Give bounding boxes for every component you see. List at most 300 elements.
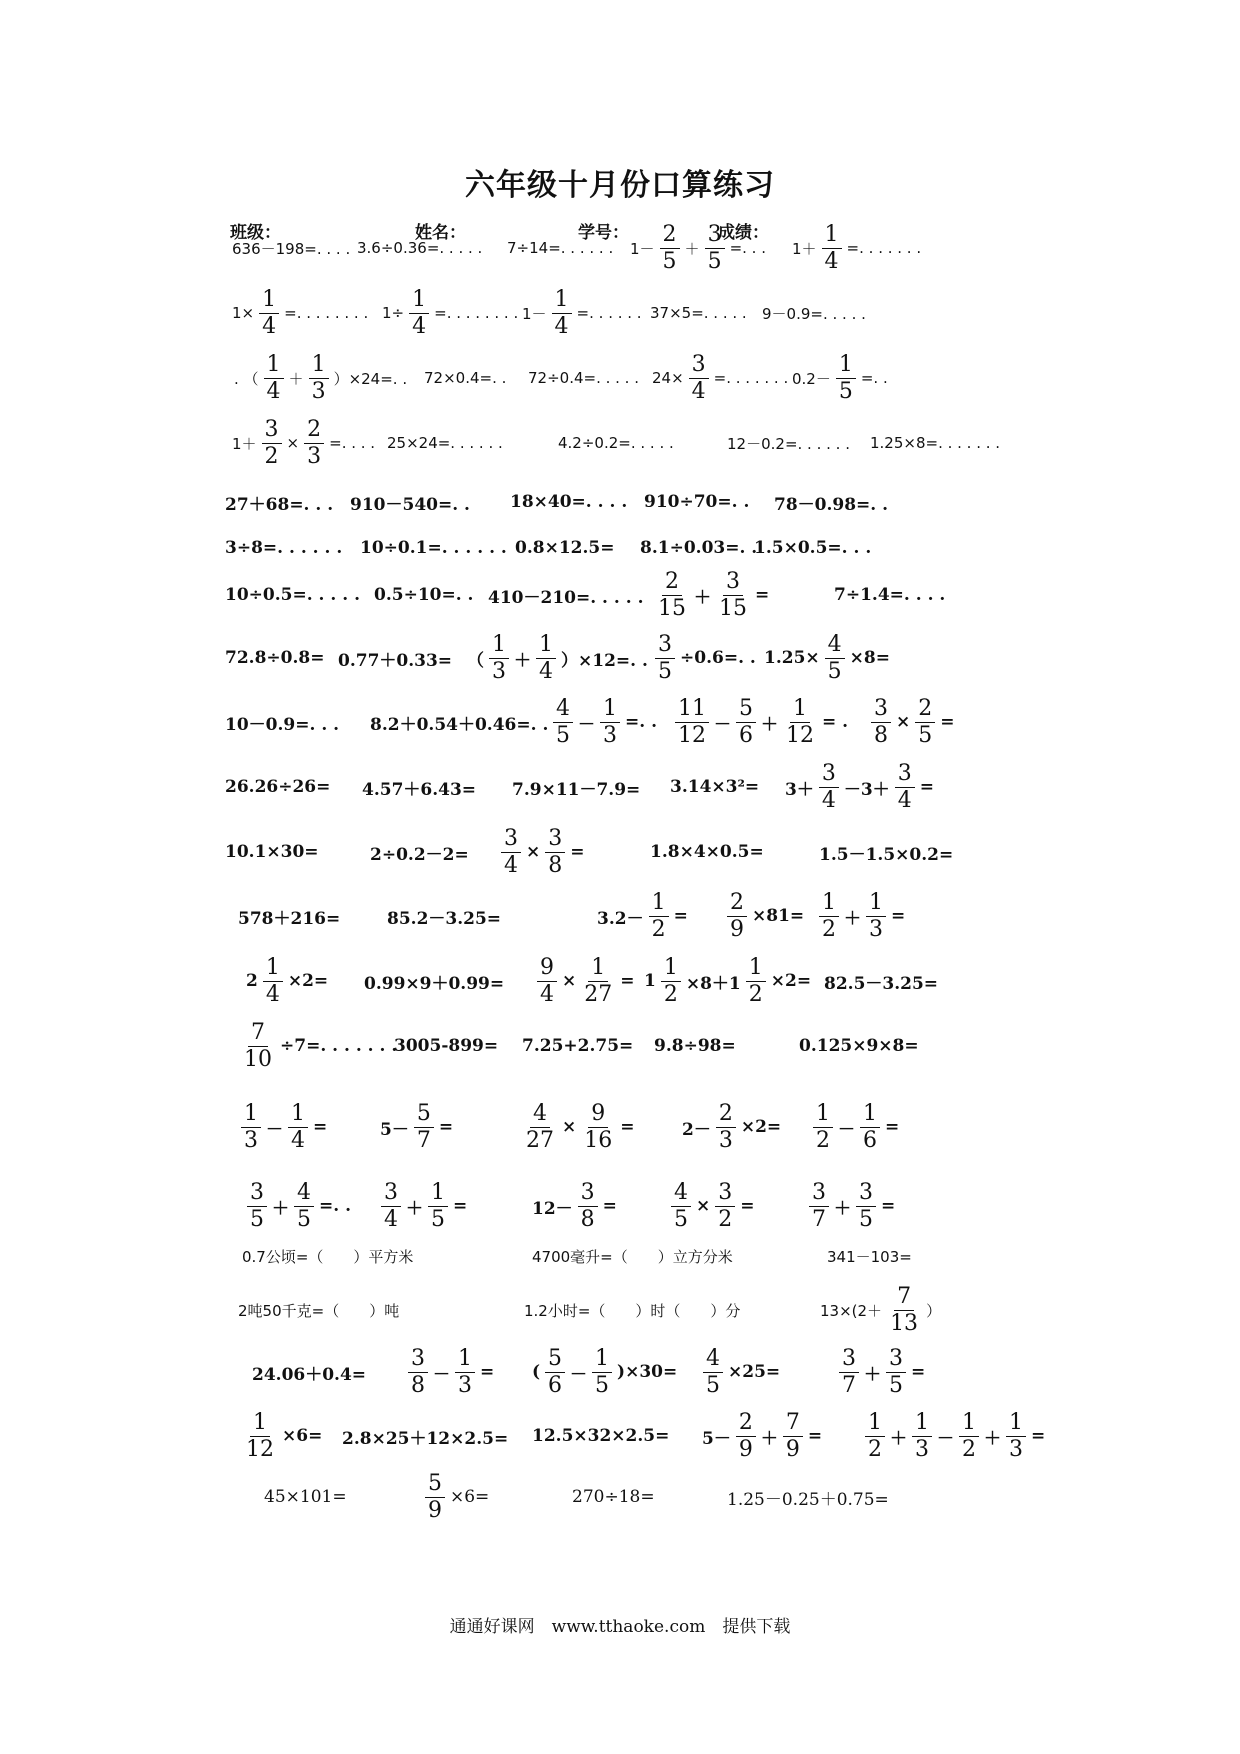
numerator: 3 [871,697,891,722]
problem-text: 13×(2＋ [820,1301,883,1320]
problem [510,752,642,822]
numerator: 1 [661,956,681,981]
fraction [959,1411,979,1460]
problem-text: =. . [319,1196,351,1216]
problem-text: 910－540=. . [350,494,470,515]
problem-text: × [562,1117,577,1137]
problem-text: = [673,906,688,926]
fraction [241,1102,261,1151]
denominator: 27 [526,1127,554,1153]
problem-text: 2.8×25＋12×2.5= [342,1428,509,1449]
numerator: 1 [263,956,283,981]
problem [498,817,587,887]
numerator: 3 [381,1181,401,1206]
problem-text: × [286,434,300,452]
problem [520,1011,635,1081]
denominator: 2 [718,1206,733,1232]
problem-text: 1.25×8=. . . . . . . [870,434,1001,452]
fraction [1006,1411,1026,1460]
problem [652,1011,738,1081]
problem-text: － [714,714,731,735]
problem [672,687,850,757]
problem-text: 10÷0.5=. . . . . [225,585,360,605]
problem [240,1401,324,1471]
denominator: 2 [663,981,678,1007]
problem [530,1401,671,1471]
problem-text: = [807,1426,823,1446]
problem-text: 7÷14=. . . . . . [507,239,614,257]
problem [236,1275,401,1345]
denominator: 4 [824,248,839,274]
problem-text: = [755,585,770,605]
numerator: 1 [819,891,839,916]
denominator: 7 [812,1206,826,1232]
page-title: 六年级十月份口算练习 [465,168,775,203]
problem-text: = [313,1117,328,1137]
problem-text: 37×5=. . . . . [650,304,747,322]
denominator: 9 [785,1436,800,1462]
problem-text: = [885,1117,900,1137]
fraction [414,1102,434,1151]
fraction [455,1347,475,1396]
denominator: 4 [262,313,277,339]
problem-text: 1＋ [232,434,257,453]
problem-text: ×2= [740,1117,782,1137]
fraction [822,223,842,272]
problem [760,278,868,348]
problem [868,687,957,757]
numerator: 3 [839,1347,859,1372]
problem-text: = [480,1362,495,1382]
exercise-row [0,1462,1240,1532]
denominator: 3 [1009,1436,1023,1462]
fraction [736,697,756,746]
fraction [592,1347,612,1396]
problem [236,881,342,951]
problem-text: 18×40=. . . . [510,492,628,512]
problem-text: ( [532,1362,541,1382]
denominator: 16 [584,1127,613,1153]
problem-text: 12－0.2=. . . . . . [727,434,850,453]
problem-text: = [602,1196,617,1216]
numerator: 4 [530,1102,550,1127]
fraction [552,288,572,337]
fraction [263,956,283,1005]
fraction [545,827,565,876]
problem-text: 26.26÷26= [225,777,331,797]
denominator: 8 [411,1372,425,1398]
denominator: 10 [244,1046,272,1072]
problem-text: 410－210=. . . . . [488,587,644,608]
denominator: 27 [584,981,613,1007]
problem-text: 4700毫升=（ ）立方分米 [532,1247,733,1266]
score-label: 成绩： [718,223,769,243]
fraction [655,633,675,682]
fraction [746,956,766,1005]
denominator: 2 [822,916,836,942]
exercise-row [0,1275,1240,1345]
fraction [716,570,750,619]
problem-text: 1.25－0.25＋0.75= [727,1489,889,1510]
fraction [304,418,324,467]
problem [816,881,907,951]
problem-text: ＋ [288,369,304,388]
problem-text: － [266,1119,283,1140]
problem [250,1337,368,1407]
name-label: 姓名： [415,223,466,243]
denominator: 5 [674,1206,688,1232]
problem-text: 4.57＋6.43= [362,779,477,800]
problem [223,623,326,693]
numerator: 1 [259,288,279,313]
numerator: 4 [294,1181,314,1206]
problem-text: 12－ [532,1198,573,1219]
problem [244,946,330,1016]
numerator: 2 [727,891,747,916]
denominator: 4 [540,981,554,1007]
problem [368,687,550,757]
problem [652,623,758,693]
numerator: 1 [959,1411,979,1436]
problem-text: ×2= [287,971,329,991]
problem-text: 2－ [682,1119,711,1140]
problem-text: ×2= [770,971,812,991]
denominator: 4 [412,313,427,339]
denominator: 6 [739,722,753,748]
denominator: 3 [307,443,322,469]
numerator: 3 [689,353,709,378]
denominator: 6 [548,1372,563,1398]
fraction [866,891,886,940]
problem-text: 10－0.9=. . . [225,714,340,735]
numerator: 2 [660,223,680,248]
problem-text: 1 [644,971,656,991]
problem-text: ）×12=. . [561,650,648,671]
problem-text: 0.7公顷=（ ）平方米 [242,1247,414,1266]
fraction [783,697,817,746]
fraction [813,1102,833,1151]
denominator: 5 [707,248,722,274]
fraction [727,891,747,940]
numerator: 1 [912,1411,932,1436]
problem-text: － [433,1364,450,1385]
exercise-row [0,881,1240,951]
denominator: 4 [539,658,553,684]
fraction [600,697,620,746]
denominator: 5 [706,1372,720,1398]
problem-text: ） [926,1301,942,1320]
problem-text: =. . . [729,239,766,257]
numerator: 1 [592,1347,612,1372]
problem-text: ＋ [272,1198,289,1219]
problem-text: －3＋ [843,779,890,800]
problem-text: . （ [234,369,259,388]
problem-text: 1－ [630,239,655,258]
numerator: 2 [304,418,324,443]
problem-text: － [570,1364,588,1385]
numerator: 1 [455,1347,475,1372]
denominator: 2 [868,1436,882,1462]
problem-text: 25×24=. . . . . . [387,434,503,452]
problem [223,687,341,757]
numerator: 1 [790,697,810,722]
numerator: 4 [553,697,573,722]
problem-text: = [620,1117,635,1137]
numerator: 2 [915,697,935,722]
problem [648,278,749,348]
exercise-row [0,1337,1240,1407]
numerator: 4 [825,633,845,658]
fraction [871,697,891,746]
numerator: 3 [262,418,282,443]
problem [505,213,615,283]
denominator: 5 [889,1372,903,1398]
numerator: 1 [600,697,620,722]
problem-text: 3005-899= [394,1036,499,1056]
problem-text: 3.2－ [597,908,644,929]
numerator: 9 [588,1102,608,1127]
denominator: 4 [554,313,569,339]
problem-text: 12.5×32×2.5= [532,1426,670,1446]
numerator: 3 [501,827,521,852]
numerator: 3 [809,1181,829,1206]
numerator: 1 [649,891,669,916]
problem [486,560,645,630]
denominator: 2 [651,916,666,942]
denominator: 4 [384,1206,398,1232]
denominator: 3 [718,1127,733,1153]
fraction [264,353,284,402]
problem [862,1401,1047,1471]
footer-credit: 通通好课网 www.tthaoke.com 提供下载 [449,1617,791,1637]
problem-text: 1.25× [764,648,820,668]
denominator: 5 [838,378,853,404]
problem-text: 5－ [702,1428,731,1449]
exercise-row [0,687,1240,757]
numerator: 4 [703,1347,723,1372]
exercise-row [0,1401,1240,1471]
fraction [860,1102,880,1151]
problem [372,560,475,630]
fraction [649,891,669,940]
exercise-row [0,946,1240,1016]
denominator: 5 [556,722,570,748]
problem-text: =. . . . . . . [846,239,922,257]
numerator: 1 [264,353,284,378]
denominator: 6 [863,1127,877,1153]
problem-text: 7.9×11－7.9= [512,779,641,800]
problem-text: 8.1÷0.03=. . [640,538,758,558]
denominator: 5 [658,658,672,684]
problem [652,560,771,630]
problem-text: 27＋68=. . . [225,494,334,515]
problem-text: － [578,714,595,735]
problem [378,1092,455,1162]
problem [526,343,641,413]
problem [680,1092,783,1162]
fraction [409,288,429,337]
numerator: 3 [715,1181,735,1206]
problem [817,817,955,887]
fraction [912,1411,932,1460]
fraction [553,697,573,746]
problem [392,1011,500,1081]
denominator: 3 [244,1127,258,1153]
denominator: 5 [918,722,933,748]
problem-text: ＋ [834,1198,851,1219]
problem-text: 2吨50千克=（ ）吨 [238,1301,400,1320]
problem [534,946,637,1016]
problem-text: ＋ [694,587,711,608]
numerator: 1 [309,353,329,378]
problem-text: 4.2÷0.2=. . . . . [558,434,674,452]
problem-text: 85.2－3.25= [387,908,502,929]
problem-text: = [881,1196,896,1216]
fraction [489,633,509,682]
numerator: 7 [894,1285,914,1310]
fraction [262,418,282,467]
problem [355,213,484,283]
numerator: 1 [836,353,856,378]
denominator: 5 [431,1206,445,1232]
numerator: 1 [250,1411,270,1436]
fraction [705,223,725,272]
problem-text: = [570,842,585,862]
problem [238,1092,329,1162]
numerator: 3 [247,1181,267,1206]
denominator: 9 [428,1497,442,1523]
fraction [655,570,689,619]
problem-text: 1.5×0.5=. . . [754,538,872,558]
fraction [660,223,680,272]
problem-text: = [620,971,635,991]
problem-text: 1.5－1.5×0.2= [819,844,954,865]
numerator: 2 [736,1411,756,1436]
numerator: 1 [588,956,608,981]
problem-text: × [526,842,541,862]
problem [336,623,454,693]
denominator: 5 [595,1372,610,1398]
problem-text: = [919,777,934,797]
numerator: 2 [716,1102,736,1127]
problem-text: 0.2－ [792,369,831,388]
problem-text: ＋ [844,908,861,929]
problem [790,213,923,283]
denominator: 5 [297,1206,311,1232]
problem-text: 10÷0.1=. . . . . . [360,538,507,558]
fraction [836,353,856,402]
denominator: 5 [250,1206,264,1232]
problem [550,687,659,757]
problem [340,1401,510,1471]
numerator: 9 [537,956,557,981]
fraction [425,1472,445,1521]
fraction [501,827,521,876]
numerator: 3 [895,762,915,787]
problem-text: = [740,1196,755,1216]
fraction [243,1411,277,1460]
numerator: 7 [783,1411,803,1436]
fraction [819,891,839,940]
fraction [523,1102,557,1151]
fraction [887,1285,921,1334]
denominator: 12 [246,1436,274,1462]
problem-text: 1× [232,304,255,322]
problem-text: 1＋ [792,239,817,258]
fraction [716,1102,736,1151]
denominator: 3 [603,722,617,748]
problem-text: 3.6÷0.36=. . . . . [357,239,483,257]
exercise-row [0,623,1240,693]
denominator: 9 [730,916,744,942]
problem-text: ÷7=. . . . . . . [280,1036,398,1056]
problem-text: 1÷ [382,304,405,322]
problem-text: 1－ [522,304,547,323]
problem [230,213,352,283]
problem-text: 7÷1.4=. . . . [834,585,946,605]
problem-text: ×81= [752,906,805,926]
numerator: 1 [241,1102,261,1127]
problem-text: =. . . . . . . . [434,304,519,322]
denominator: 4 [504,852,518,878]
fraction [408,1347,428,1396]
numerator: 1 [822,223,842,248]
numerator: 3 [723,570,743,595]
numerator: 2 [662,570,682,595]
problem [223,560,362,630]
problem [648,817,766,887]
fraction [819,762,839,811]
denominator: 9 [738,1436,753,1462]
numerator: 1 [288,1102,308,1127]
problem-text: = [438,1117,454,1137]
problem [836,1337,927,1407]
problem-text: （ [467,650,484,671]
problem-text: =. . . . . . [576,304,642,322]
problem-text: 82.5－3.25= [824,973,939,994]
problem [832,560,947,630]
fraction [581,1102,615,1151]
fraction [661,956,681,1005]
denominator: 15 [719,595,747,621]
exercise-row [0,560,1240,630]
fraction [783,1411,803,1460]
numerator: 1 [409,288,429,313]
fraction [703,1347,723,1396]
problem-text: 636－198=. . . . [232,239,351,258]
problem-text: 9.8÷98= [654,1036,736,1056]
problem-text: = [911,1362,926,1382]
fraction [581,956,615,1005]
problem-text: 45×101= [264,1487,347,1507]
problem-text: 78－0.98=. . [774,494,889,515]
class-label: 班级： [230,223,281,243]
denominator: 12 [786,722,814,748]
denominator: 5 [827,658,842,684]
denominator: 7 [842,1372,856,1398]
problem-text: 3＋ [785,779,814,800]
fraction [825,633,845,682]
denominator: 2 [748,981,763,1007]
problem-text: 3÷8=. . . . . . [225,538,343,558]
problem [530,1337,679,1407]
problem-text: = . [822,712,849,732]
problem [368,817,471,887]
numerator: 3 [655,633,675,658]
problem-text: 9－0.9=. . . . . [762,304,866,323]
problem [724,881,806,951]
numerator: 3 [886,1347,906,1372]
